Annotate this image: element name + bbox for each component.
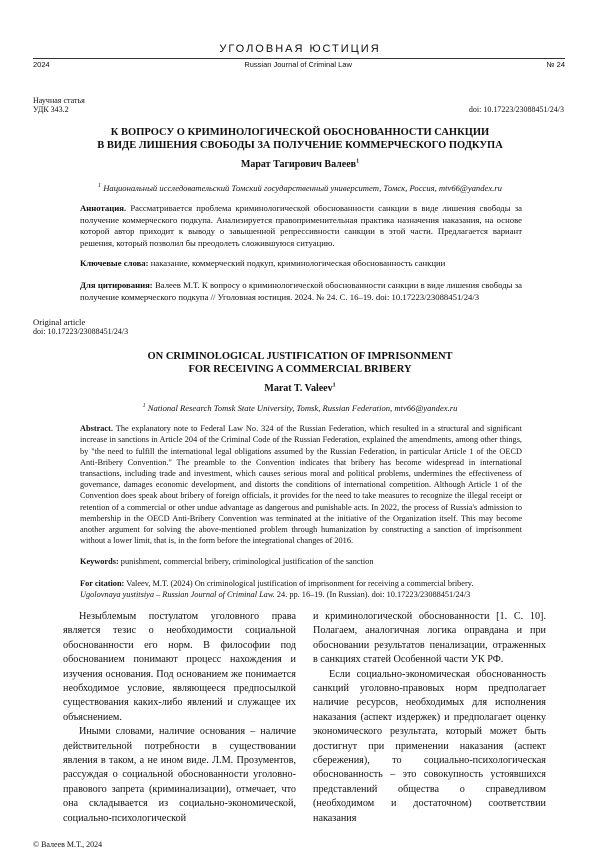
journal-title: УГОЛОВНАЯ ЮСТИЦИЯ xyxy=(0,43,600,56)
body-paragraph: Незыблемым постулатом уголовного права является тезис о необходимости социальной обоснованности его норм. В философии под обоснованием понимают процесс нахождения и изучения основания. Под основанием же понимается необходимое условие, являющееся предпосылкой существования каких-либо явлений и служащее их объяснением. xyxy=(63,610,296,725)
ru-udc: УДК 343.2 xyxy=(33,105,85,114)
ru-title-line1: К ВОПРОСУ О КРИМИНОЛОГИЧЕСКОЙ ОБОСНОВАННОСТИ САНКЦИИ xyxy=(0,126,600,139)
en-citation-part1: Valeev, M.T. (2024) On criminological justification of imprisonment for receiving a commercial bribery. xyxy=(126,579,473,588)
en-affiliation-sup: 1 xyxy=(143,403,146,409)
ru-article-type: Научная статья xyxy=(33,96,85,105)
ru-meta-row xyxy=(33,96,564,114)
ru-article-meta xyxy=(33,96,85,114)
header-journal-en: Russian Journal of Criminal Law xyxy=(244,60,352,69)
ru-keywords-label: Ключевые слова: xyxy=(80,258,149,268)
en-affiliation-text: National Research Tomsk State University, Tomsk, Russian Federation, mtv66@yandex.ru xyxy=(148,403,458,413)
en-abstract-text: The explanatory note to Federal Law No. 324 of the Russian Federation, which resulted in a structural and significant increase in sanctions in Article 204 of the Criminal Code of the Russian Federation, explained the amendments, among other things, by "the need to fulfill the international legal obligations assumed by the Russian Federation, in particular Article 1 of the OECD Anti-Bribery Convention." The preamble to the Convention indicates that bribery has become widespread in international transactions, including trade and investment, which causes serious moral and political problems, undermines the effectiveness of governance, damages economic development, and distorts the conditions of international competition. Although Article 1 of the Convention does speak about bribery of foreign officials, it provides for the need to take measures to recognize the illegal receipt or retention of a commercial or other undue advantage as dangerous and punishable acts. In 2022, the process of Russia's admission to membership in the OECD Anti-Bribery Convention was terminated at the initiative of the Organization itself. This may become another argument for solving the above-mentioned problem through humanization by constructing a sanction of imprisonment without a lower limit, that is, in the form before the integrational changes of 2016. xyxy=(80,424,522,545)
ru-title-line2: В ВИДЕ ЛИШЕНИЯ СВОБОДЫ ЗА ПОЛУЧЕНИЕ КОММЕРЧЕСКОГО ПОДКУПА xyxy=(0,139,600,152)
ru-author-name: Марат Тагирович Валеев xyxy=(241,159,356,170)
body-left-column xyxy=(63,610,296,826)
en-keywords xyxy=(80,556,522,567)
copyright: © Валеев М.Т., 2024 xyxy=(33,840,600,849)
en-citation-part2: 24. pp. 16–19. (In Russian). doi: 10.17223/23088451/24/3 xyxy=(277,590,470,599)
ru-doi: doi: 10.17223/23088451/24/3 xyxy=(469,105,564,114)
ru-annotation-text: Рассматривается проблема криминологической обоснованности санкции в виде лишения свободы за получение коммерческого подкупа. Анализируется правоприменительная практика назначения наказания, на основе которой автор приходит к выводу о завышенной репрессивности санкции в этой части. Предлагается вариант решения, который позволил бы преодолеть сложившуюся ситуацию. xyxy=(80,203,522,248)
header-divider xyxy=(33,58,565,59)
en-abstract xyxy=(80,423,522,546)
en-citation xyxy=(80,578,522,600)
ru-affiliation xyxy=(0,183,600,194)
ru-citation-text: Валеев М.Т. К вопросу о криминологической обоснованности санкции в виде лишения свободы за получение коммерческого подкупа // Уголовная юстиция. 2024. № 24. С. 16–19. doi: 10.17223/23088451/24/3 xyxy=(80,280,522,302)
en-author xyxy=(0,383,600,395)
en-article-type: Original article xyxy=(33,317,600,327)
ru-citation xyxy=(80,280,522,303)
ru-title xyxy=(0,126,600,152)
ru-citation-label: Для цитирования: xyxy=(80,280,153,290)
en-article-meta xyxy=(33,317,600,336)
en-author-sup: 1 xyxy=(333,383,336,389)
en-keywords-label: Keywords: xyxy=(80,557,119,566)
header-year: 2024 xyxy=(33,60,50,69)
en-citation-journal: Ugolovnaya yustitsiya – Russian Journal of Criminal Law. xyxy=(80,590,275,599)
en-doi: doi: 10.17223/23088451/24/3 xyxy=(33,327,600,336)
en-abstract-label: Abstract. xyxy=(80,424,113,433)
body-paragraph: Если социально-экономическая обоснованность санкций уголовно-правовых норм предполагает наличие ресурсов, необходимых для исполнения наказания (аспект издержек) и предполагает оценку экономического результата, который может быть достигнут при применении наказания (аспект сбережения), то социально-психологическая обоснованность – это совокупность устоявшихся представлений общества о справедливом (необходимом и достаточном) соответствии наказания xyxy=(313,668,546,826)
en-author-name: Marat T. Valeev xyxy=(264,383,332,394)
ru-affiliation-sup: 1 xyxy=(98,183,101,189)
ru-keywords xyxy=(80,258,522,270)
page xyxy=(0,0,600,863)
en-title-line2: FOR RECEIVING A COMMERCIAL BRIBERY xyxy=(0,363,600,376)
en-title xyxy=(0,350,600,376)
en-citation-label: For citation: xyxy=(80,579,124,588)
ru-author-sup: 1 xyxy=(356,159,359,165)
en-affiliation xyxy=(0,403,600,414)
en-title-line1: ON CRIMINOLOGICAL JUSTIFICATION OF IMPRISONMENT xyxy=(0,350,600,363)
running-header xyxy=(33,60,565,69)
body-paragraph: Иными словами, наличие основания – наличие действительной потребности в существовании явления в таком, а не ином виде. Л.М. Прозументов, рассуждая о социальной обоснованности уголовно-правового запрета (криминализации), отмечает, что она складывается из социально-экономической, социально-психологической xyxy=(63,725,296,826)
ru-annotation xyxy=(80,203,522,249)
ru-keywords-text: наказание, коммерческий подкуп, криминологическая обоснованность санкции xyxy=(151,258,446,268)
ru-author xyxy=(0,159,600,171)
body-paragraph: и криминологической обоснованности [1. С. 10]. Полагаем, аналогичная логика оправдана и при обосновании результатов пенализации, отраженных в санкциях статей Особенной части УК РФ. xyxy=(313,610,546,668)
ru-affiliation-text: Национальный исследовательский Томский государственный университет, Томск, Россия, mtv66@yandex.ru xyxy=(103,183,502,193)
header-issue: № 24 xyxy=(547,60,565,69)
body-columns xyxy=(63,610,600,826)
en-keywords-text: punishment, commercial bribery, criminological justification of the sanction xyxy=(121,557,374,566)
body-right-column xyxy=(313,610,546,826)
ru-annotation-label: Аннотация. xyxy=(80,203,126,213)
